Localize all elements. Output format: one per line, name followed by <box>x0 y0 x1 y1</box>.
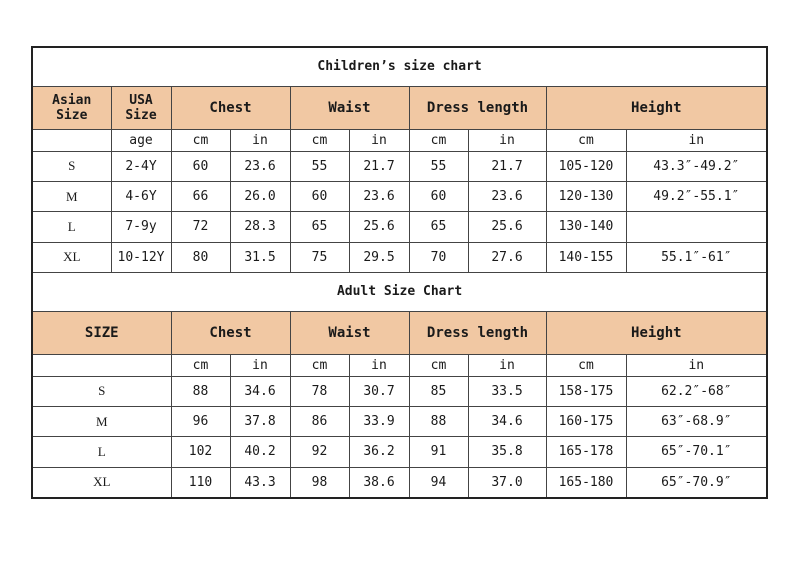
chest-in-cell: 43.3 <box>230 467 290 498</box>
children-title-row <box>32 47 767 86</box>
height-cm-cell: 140-155 <box>546 242 626 272</box>
adult-chart-title: Adult Size Chart <box>32 272 767 311</box>
dress-cm-cell: 60 <box>409 181 468 211</box>
height-cm-cell: 165-180 <box>546 467 626 498</box>
adult-unit-row <box>32 354 767 376</box>
waist-cm-cell: 92 <box>290 437 349 467</box>
chest-in-cell: 40.2 <box>230 437 290 467</box>
height-cm-cell: 105-120 <box>546 151 626 181</box>
size-cell: L <box>32 212 111 242</box>
height-cm-cell: 120-130 <box>546 181 626 211</box>
waist-in-cell: 36.2 <box>349 437 409 467</box>
children-chart-title: Children’s size chart <box>32 47 767 86</box>
dress-in-cell: 23.6 <box>468 181 546 211</box>
header-height: Height <box>546 311 767 354</box>
age-cell: 4-6Y <box>111 181 171 211</box>
chest-in-cell: 34.6 <box>230 376 290 406</box>
unit-cell: cm <box>171 129 230 151</box>
table-row <box>32 376 767 406</box>
chest-cm-cell: 66 <box>171 181 230 211</box>
chest-cm-cell: 102 <box>171 437 230 467</box>
dress-in-cell: 37.0 <box>468 467 546 498</box>
age-cell: 2-4Y <box>111 151 171 181</box>
table-row <box>32 151 767 181</box>
dress-in-cell: 27.6 <box>468 242 546 272</box>
dress-cm-cell: 85 <box>409 376 468 406</box>
height-in-cell: 65″-70.1″ <box>626 437 767 467</box>
unit-cell: cm <box>171 354 230 376</box>
waist-in-cell: 38.6 <box>349 467 409 498</box>
size-cell: L <box>32 437 171 467</box>
age-cell: 7-9y <box>111 212 171 242</box>
header-chest: Chest <box>171 311 290 354</box>
unit-cell: cm <box>546 354 626 376</box>
unit-cell: cm <box>409 129 468 151</box>
waist-cm-cell: 55 <box>290 151 349 181</box>
height-in-cell: 55.1″-61″ <box>626 242 767 272</box>
chest-in-cell: 37.8 <box>230 406 290 436</box>
dress-cm-cell: 94 <box>409 467 468 498</box>
waist-cm-cell: 78 <box>290 376 349 406</box>
height-in-cell <box>626 212 767 242</box>
height-in-cell: 49.2″-55.1″ <box>626 181 767 211</box>
waist-in-cell: 25.6 <box>349 212 409 242</box>
dress-in-cell: 35.8 <box>468 437 546 467</box>
chest-cm-cell: 72 <box>171 212 230 242</box>
unit-cell-blank <box>32 354 171 376</box>
chest-in-cell: 31.5 <box>230 242 290 272</box>
header-waist: Waist <box>290 86 409 129</box>
height-in-cell: 65″-70.9″ <box>626 467 767 498</box>
waist-in-cell: 29.5 <box>349 242 409 272</box>
height-in-cell: 43.3″-49.2″ <box>626 151 767 181</box>
unit-cell: in <box>230 354 290 376</box>
header-size: SIZE <box>32 311 171 354</box>
header-waist: Waist <box>290 311 409 354</box>
size-chart-table <box>31 46 768 499</box>
chest-cm-cell: 110 <box>171 467 230 498</box>
waist-in-cell: 21.7 <box>349 151 409 181</box>
unit-cell: cm <box>290 354 349 376</box>
unit-cell: in <box>230 129 290 151</box>
unit-cell: in <box>468 129 546 151</box>
unit-cell: age <box>111 129 171 151</box>
table-row <box>32 467 767 498</box>
children-header-row <box>32 86 767 129</box>
height-in-cell: 62.2″-68″ <box>626 376 767 406</box>
unit-cell: cm <box>409 354 468 376</box>
chest-in-cell: 26.0 <box>230 181 290 211</box>
header-dress-length: Dress length <box>409 311 546 354</box>
header-usa-size: USA Size <box>111 86 171 129</box>
unit-cell: cm <box>546 129 626 151</box>
size-cell: S <box>32 376 171 406</box>
height-cm-cell: 130-140 <box>546 212 626 242</box>
header-asian-size: Asian Size <box>32 86 111 129</box>
chest-cm-cell: 80 <box>171 242 230 272</box>
children-unit-row <box>32 129 767 151</box>
table-row <box>32 242 767 272</box>
waist-cm-cell: 98 <box>290 467 349 498</box>
chest-in-cell: 28.3 <box>230 212 290 242</box>
waist-cm-cell: 60 <box>290 181 349 211</box>
age-cell: 10-12Y <box>111 242 171 272</box>
waist-cm-cell: 65 <box>290 212 349 242</box>
size-cell: M <box>32 181 111 211</box>
size-cell: XL <box>32 242 111 272</box>
dress-in-cell: 34.6 <box>468 406 546 436</box>
unit-cell: in <box>626 129 767 151</box>
dress-in-cell: 25.6 <box>468 212 546 242</box>
size-cell: XL <box>32 467 171 498</box>
dress-in-cell: 21.7 <box>468 151 546 181</box>
chest-cm-cell: 96 <box>171 406 230 436</box>
dress-cm-cell: 65 <box>409 212 468 242</box>
height-cm-cell: 160-175 <box>546 406 626 436</box>
height-cm-cell: 165-178 <box>546 437 626 467</box>
height-in-cell: 63″-68.9″ <box>626 406 767 436</box>
size-cell: S <box>32 151 111 181</box>
table-row <box>32 437 767 467</box>
adult-header-row <box>32 311 767 354</box>
dress-cm-cell: 88 <box>409 406 468 436</box>
unit-cell: in <box>468 354 546 376</box>
unit-cell: cm <box>290 129 349 151</box>
height-cm-cell: 158-175 <box>546 376 626 406</box>
unit-cell-blank <box>32 129 111 151</box>
waist-in-cell: 33.9 <box>349 406 409 436</box>
size-cell: M <box>32 406 171 436</box>
table-row <box>32 181 767 211</box>
header-chest: Chest <box>171 86 290 129</box>
dress-cm-cell: 91 <box>409 437 468 467</box>
chest-cm-cell: 88 <box>171 376 230 406</box>
adult-title-row <box>32 272 767 311</box>
waist-cm-cell: 86 <box>290 406 349 436</box>
waist-in-cell: 23.6 <box>349 181 409 211</box>
unit-cell: in <box>626 354 767 376</box>
waist-cm-cell: 75 <box>290 242 349 272</box>
dress-cm-cell: 55 <box>409 151 468 181</box>
unit-cell: in <box>349 129 409 151</box>
chest-cm-cell: 60 <box>171 151 230 181</box>
table-row <box>32 406 767 436</box>
dress-cm-cell: 70 <box>409 242 468 272</box>
header-dress-length: Dress length <box>409 86 546 129</box>
header-height: Height <box>546 86 767 129</box>
table-row <box>32 212 767 242</box>
chest-in-cell: 23.6 <box>230 151 290 181</box>
waist-in-cell: 30.7 <box>349 376 409 406</box>
unit-cell: in <box>349 354 409 376</box>
dress-in-cell: 33.5 <box>468 376 546 406</box>
